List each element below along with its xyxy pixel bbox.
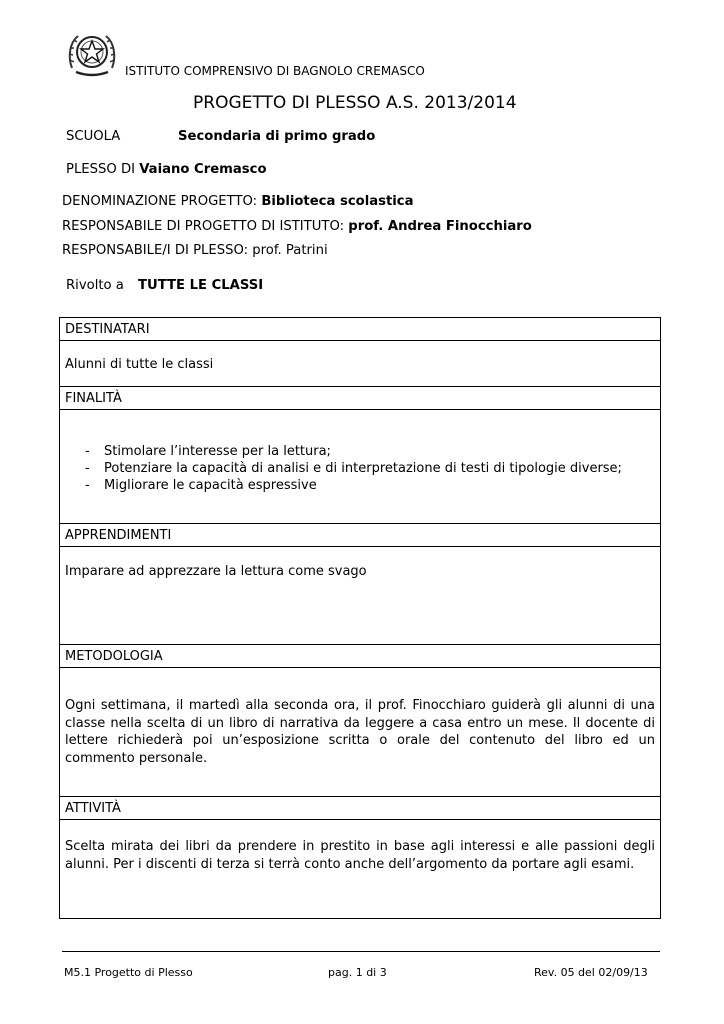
apprendimenti-header: APPRENDIMENTI xyxy=(60,524,660,547)
scuola-label: SCUOLA xyxy=(66,129,121,144)
finalita-header: FINALITÀ xyxy=(60,387,660,410)
attivita-cell xyxy=(60,820,660,918)
attivita-header: ATTIVITÀ xyxy=(60,797,660,820)
list-item: - Migliorare le capacità espressive xyxy=(85,477,622,494)
footer-doc-code: M5.1 Progetto di Plesso xyxy=(64,966,193,979)
list-item: - Stimolare l’interesse per la lettura; xyxy=(85,443,622,460)
metodologia-cell xyxy=(60,668,660,797)
footer-page-number: pag. 1 di 3 xyxy=(328,966,387,979)
attivita-text: Scelta mirata dei libri da prendere in prestito in base agli interessi e alle passioni degli alunni. Per i discenti di terza si terrà conto anche dell’argomento da portare agli esami. xyxy=(65,839,655,872)
apprendimenti-cell xyxy=(60,547,660,645)
plesso-value: Vaiano Cremasco xyxy=(139,162,267,177)
page-title: PROGETTO DI PLESSO A.S. 2013/2014 xyxy=(193,93,517,113)
metodologia-header: METODOLOGIA xyxy=(60,645,660,668)
project-table xyxy=(59,317,661,919)
destinatari-header: DESTINATARI xyxy=(60,318,660,341)
institute-name: ISTITUTO COMPRENSIVO DI BAGNOLO CREMASCO xyxy=(125,64,425,78)
rivolto-value: TUTTE LE CLASSI xyxy=(138,278,264,293)
footer-divider xyxy=(62,951,660,952)
footer-revision: Rev. 05 del 02/09/13 xyxy=(534,966,648,979)
metodologia-text: Ogni settimana, il martedì alla seconda ora, il prof. Finocchiaro guiderà gli alunni di una classe nella scelta di un libro di narrativa da leggere a casa entro un mese. Il docente di lettere richiederà poi un’esposizione scritta o orale del contenuto del libro ed un commento personale. xyxy=(65,698,655,766)
responsabile-istituto-line: RESPONSABILE DI PROGETTO DI ISTITUTO: prof. Andrea Finocchiaro xyxy=(62,219,532,234)
plesso-line xyxy=(66,162,267,177)
responsabile-plesso-value: prof. Patrini xyxy=(252,243,328,258)
responsabile-istituto-value: prof. Andrea Finocchiaro xyxy=(348,219,532,234)
apprendimenti-text: Imparare ad apprezzare la lettura come svago xyxy=(65,564,367,579)
finalita-cell xyxy=(60,410,660,524)
denominazione-line: DENOMINAZIONE PROGETTO: Biblioteca scolastica xyxy=(62,194,414,209)
plesso-label: PLESSO DI xyxy=(66,162,135,177)
responsabile-plesso-line: RESPONSABILE/I DI PLESSO: prof. Patrini xyxy=(62,243,328,258)
finalita-list xyxy=(85,443,622,494)
destinatari-cell xyxy=(60,341,660,387)
denominazione-value: Biblioteca scolastica xyxy=(261,194,414,209)
destinatari-text: Alunni di tutte le classi xyxy=(65,357,214,372)
scuola-value: Secondaria di primo grado xyxy=(178,129,376,144)
rivolto-label: Rivolto a xyxy=(66,278,124,293)
republic-emblem-icon xyxy=(66,28,118,78)
list-item: - Potenziare la capacità di analisi e di interpretazione di testi di tipologie diverse; xyxy=(85,460,622,477)
